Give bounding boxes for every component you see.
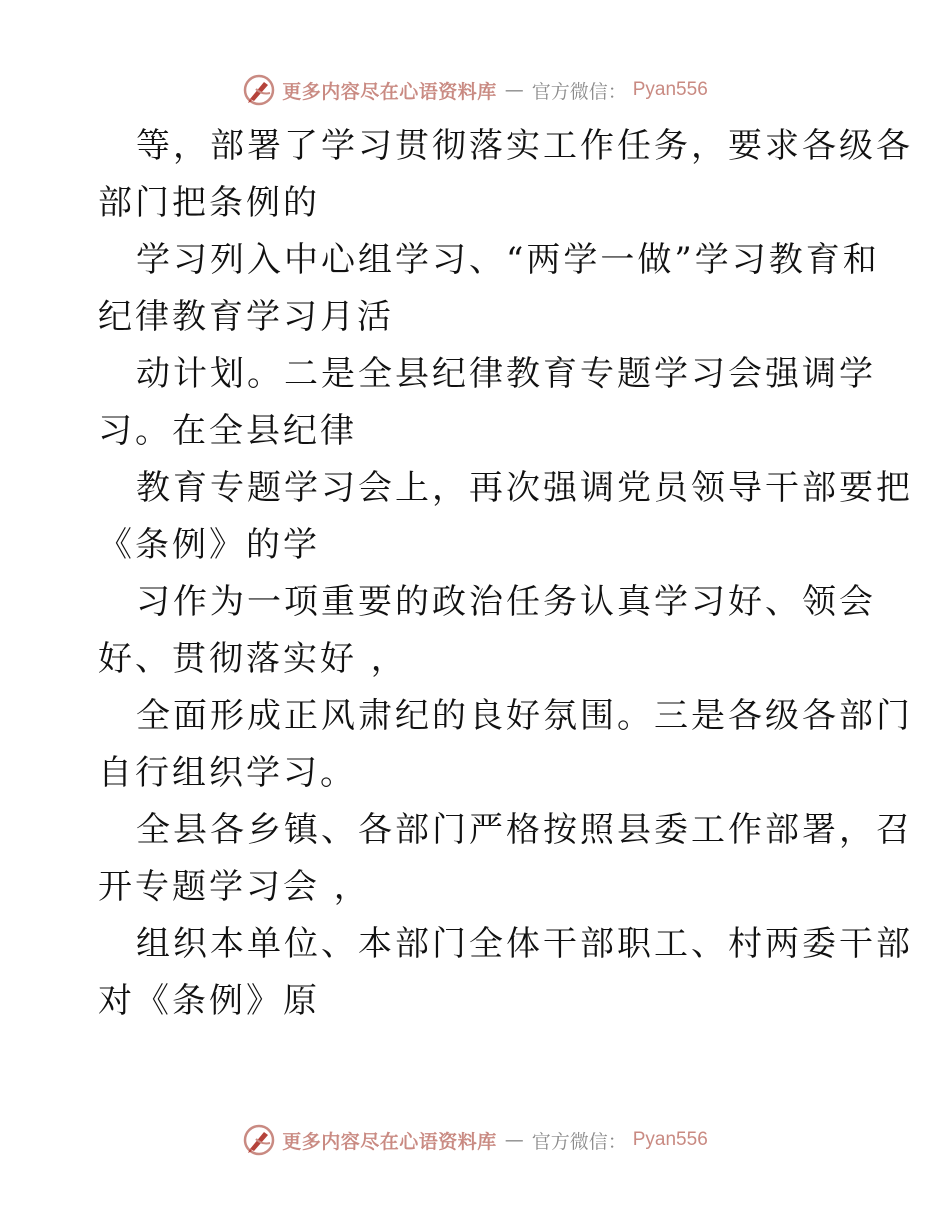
body-line: 对《条例》原 xyxy=(98,981,320,1021)
body-line: 组织本单位、本部门全体干部职工、村两委干部 xyxy=(136,924,913,964)
body-line: 习作为一项重要的政治任务认真学习好、领会 xyxy=(136,582,876,622)
footer-dash: — xyxy=(504,1129,524,1151)
body-line: 开专题学习会 ， xyxy=(98,867,371,907)
header-wechat-label: 官方微信： xyxy=(531,80,627,103)
footer-wechat-id: Pyan556 xyxy=(632,1129,708,1150)
body-line: 《条例》的学 xyxy=(98,525,320,565)
body-line: 全面形成正风肃纪的良好氛围。三是各级各部门 xyxy=(136,696,913,736)
document-body xyxy=(98,118,913,1030)
body-line: 好、贯彻落实好 ， xyxy=(98,639,408,679)
body-line: 等，部署了学习贯彻落实工作任务，要求各级各 xyxy=(136,126,913,166)
body-line: 教育专题学习会上，再次强调党员领导干部要把 xyxy=(136,468,913,508)
header-brand xyxy=(242,73,708,107)
header-brand-text: 更多内容尽在心语资料库 xyxy=(282,80,497,103)
quill-pen-logo-icon xyxy=(242,1123,276,1157)
quill-pen-logo-icon xyxy=(242,73,276,107)
page-footer xyxy=(0,1120,950,1160)
footer-brand-text: 更多内容尽在心语资料库 xyxy=(282,1130,497,1153)
header-wechat-id: Pyan556 xyxy=(632,79,708,100)
header-dash: — xyxy=(504,79,524,101)
footer-wechat-label: 官方微信： xyxy=(531,1130,627,1153)
footer-brand xyxy=(242,1123,708,1157)
body-line: 纪律教育学习月活 xyxy=(98,297,394,337)
body-line: 学习列入中心组学习、“两学一做”学习教育和 xyxy=(136,240,880,280)
body-line: 习。在全县纪律 xyxy=(98,411,357,451)
body-line: 动计划。二是全县纪律教育专题学习会强调学 xyxy=(136,354,876,394)
body-line: 自行组织学习。 xyxy=(98,753,357,793)
body-line: 部门把条例的 xyxy=(98,183,320,223)
page-header xyxy=(0,70,950,110)
body-line: 全县各乡镇、各部门严格按照县委工作部署，召 xyxy=(136,810,913,850)
